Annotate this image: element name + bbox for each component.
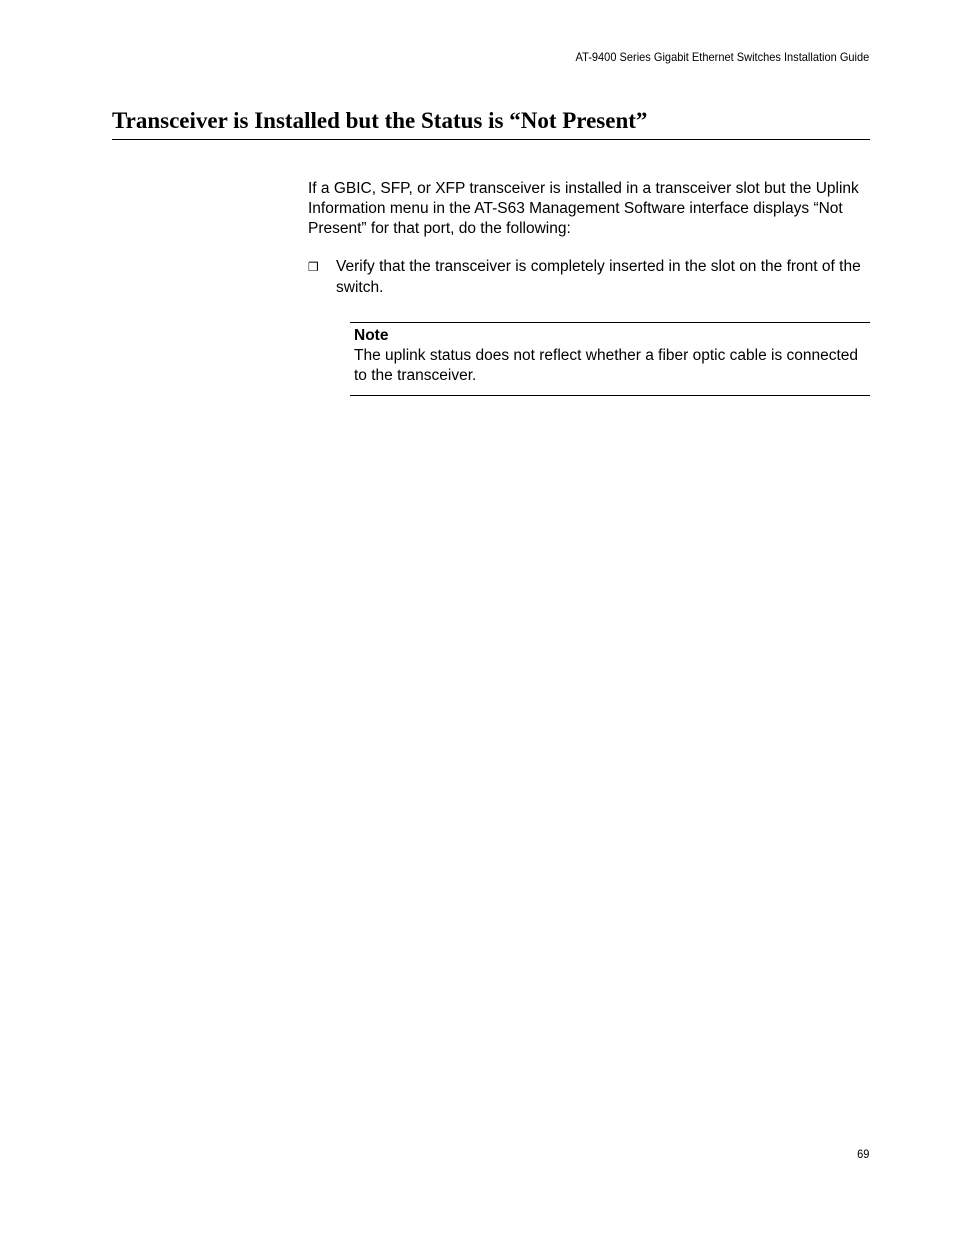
section-title: Transceiver is Installed but the Status is “Not Present”	[112, 107, 870, 140]
running-header: AT-9400 Series Gigabit Ethernet Switches Installation Guide	[575, 50, 869, 64]
checkbox-bullet-icon: ❒	[308, 260, 319, 274]
list-item-text: Verify that the transceiver is completely inserted in the slot on the front of the switch.	[336, 258, 861, 296]
list-item	[308, 256, 874, 298]
intro-paragraph: If a GBIC, SFP, or XFP transceiver is installed in a transceiver slot but the Uplink Information menu in the AT-S63 Management Software interface displays “Not Present” for that port, do the following:	[308, 180, 859, 237]
note-text: The uplink status does not reflect whether a fiber optic cable is connected to the transceiver.	[354, 347, 859, 384]
page-number: 69	[856, 1147, 869, 1161]
note-label: Note	[354, 327, 389, 344]
note-box	[350, 322, 870, 396]
